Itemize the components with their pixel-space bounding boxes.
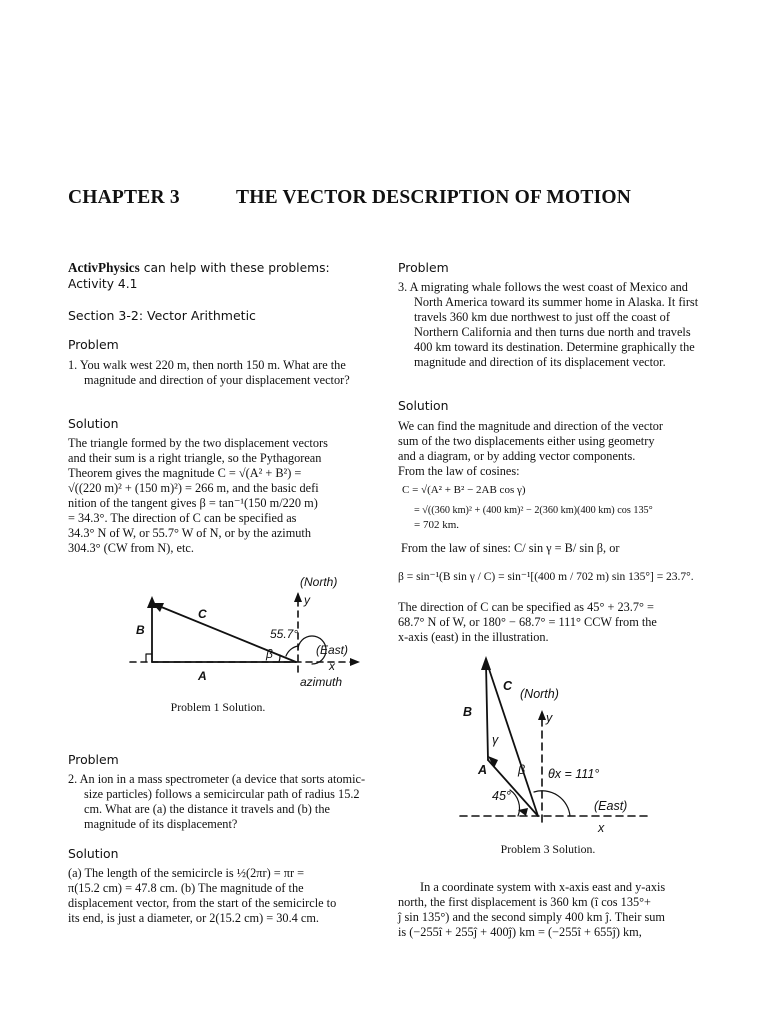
solution1-line: and their sum is a right triangle, so the Pythagorean: [68, 451, 322, 465]
y-arrowhead: [294, 592, 302, 602]
fig1-north-label: (North): [300, 575, 338, 589]
fig1-caption: Problem 1 Solution.: [170, 700, 266, 714]
solution2-line: (a) The length of the semicircle is ½(2πr) = πr =: [68, 866, 305, 880]
solution1-line: Theorem gives the magnitude C = √(A² + B²) =: [68, 466, 302, 480]
equation-cosines-values: = √((360 km)² + (400 km)² − 2(360 km)(400 km) cos 135°: [414, 505, 653, 516]
solution2-text: [68, 866, 368, 926]
equation-law-of-cosines: C = √(A² + B² − 2AB cos γ): [402, 484, 526, 496]
solution2-line: π(15.2 cm) = 47.8 cm. (b) The magnitude of the: [68, 881, 304, 895]
solution3-heading: Solution: [398, 398, 449, 413]
fig3-angle45-label: 45°: [492, 789, 511, 803]
fig3-vec-b-label: B: [463, 705, 473, 719]
fig1-vec-c-label: C: [198, 607, 207, 621]
solution2-line: its end, is just a diameter, or 2(15.2 cm) = 30.4 cm.: [68, 911, 319, 925]
x-arrowhead: [350, 658, 360, 666]
coordinate-line: In a coordinate system with x-axis east and y-axis: [420, 880, 666, 894]
solution1-line: √((220 m)² + (150 m)²) = 266 m, and the basic defi: [68, 481, 319, 495]
activphysics-note: [68, 260, 330, 276]
solution1-heading: Solution: [68, 416, 119, 431]
coordinate-text: [398, 880, 700, 940]
vector-b-line: [486, 664, 488, 760]
fig3-caption: Problem 3 Solution.: [500, 842, 596, 856]
solution2-line: displacement vector, from the start of the semicircle to: [68, 896, 337, 910]
activity-label: Activity 4.1: [68, 277, 138, 291]
equation-cosines-result: = 702 km.: [414, 519, 460, 531]
direction-text: [398, 600, 700, 645]
problem3-heading: Problem: [398, 260, 449, 275]
direction-line: The direction of C can be specified as 45° + 23.7° =: [398, 600, 654, 614]
law-of-sines-intro: From the law of sines: C/ sin γ = B/ sin β, or: [401, 541, 620, 555]
coordinate-line: north, the first displacement is 360 km (î cos 135°+: [398, 895, 651, 909]
solution3-text: [398, 419, 700, 479]
coordinate-line: is (−255î + 255ĵ + 400ĵ) km = (−255î + 655ĵ) km,: [398, 925, 642, 939]
fig3-beta-label: β: [518, 763, 526, 777]
fig3-theta-label: θx = 111°: [548, 767, 600, 781]
activphysics-brand: ActivPhysics: [68, 260, 140, 275]
y-arrowhead: [538, 710, 546, 720]
problem2-heading: Problem: [68, 752, 119, 767]
problem3-text: 3. A migrating whale follows the west coast of Mexico and North America toward its summer home in Alaska. It first travels 360 km due northwest to just off the coast of Northern California and then turns due north and travels 400 km toward its destination. Determine graphically the magnitude and direction of its displacement vector.: [398, 280, 699, 369]
fig1-y-label: y: [304, 593, 310, 607]
solution1-text: [68, 436, 368, 556]
solution1-line: 304.3° (CW from N), etc.: [68, 541, 194, 555]
chapter-number: CHAPTER 3: [68, 187, 180, 208]
direction-line: 68.7° N of W, or 180° − 68.7° = 111° CCW from the: [398, 615, 657, 629]
vector-a-line: [488, 760, 538, 816]
solution3-line: From the law of cosines:: [398, 464, 520, 478]
direction-line: x-axis (east) in the illustration.: [398, 630, 549, 644]
fig3-y-label: y: [546, 711, 553, 725]
solution1-line: = 34.3°. The direction of C can be specified as: [68, 511, 297, 525]
fig1-beta-label: β: [266, 647, 273, 661]
fig3-vec-a-label: A: [478, 763, 488, 777]
equation-law-of-sines: β = sin⁻¹(B sin γ / C) = sin⁻¹[(400 m / 702 m) sin 135°] = 23.7°.: [398, 571, 694, 583]
fig1-east-label: (East): [316, 643, 349, 657]
fig1-vec-b-label: B: [136, 623, 145, 637]
fig1-azimuth-label: azimuth: [300, 675, 343, 689]
solution1-line: nition of the tangent gives β = tan⁻¹(150 m/220 m): [68, 496, 318, 510]
problem3-figure: [448, 652, 698, 832]
chapter-title: THE VECTOR DESCRIPTION OF MOTION: [236, 187, 632, 208]
solution3-line: sum of the two displacements either using geometry: [398, 434, 655, 448]
solution3-line: and a diagram, or by adding vector components.: [398, 449, 636, 463]
fig1-x-label: x: [329, 659, 335, 673]
problem2-text: 2. An ion in a mass spectrometer (a device that sorts atomic-size particles) follows a semicircular path of radius 15.2 cm. What are (a) the distance it travels and (b) the magnitude of its displacement?: [68, 772, 366, 831]
coordinate-line: ĵ sin 135°) and the second simply 400 km ĵ. Their sum: [398, 910, 666, 924]
fig3-vec-c-label: C: [503, 679, 513, 693]
section-heading: Section 3-2: Vector Arithmetic: [68, 308, 256, 323]
vector-b-arrowhead: [481, 656, 491, 670]
fig3-gamma-label: γ: [492, 733, 499, 747]
fig1-angle-label: 55.7°: [270, 627, 299, 641]
problem1-figure: [124, 572, 364, 692]
activphysics-text: can help with these problems:: [139, 261, 330, 275]
problem1-heading: Problem: [68, 337, 119, 352]
fig3-north-label: (North): [520, 687, 559, 701]
solution1-line: 34.3° N of W, or 55.7° W of N, or by the azimuth: [68, 526, 311, 540]
solution3-line: We can find the magnitude and direction of the vector: [398, 419, 664, 433]
theta-arc: [534, 791, 570, 816]
fig3-east-label: (East): [594, 799, 628, 813]
angle-arc: [286, 646, 298, 656]
problem1-text: 1. You walk west 220 m, then north 150 m. What are the magnitude and direction of your displacement vector?: [68, 358, 350, 387]
solution1-line: The triangle formed by the two displacement vectors: [68, 436, 328, 450]
solution2-heading: Solution: [68, 846, 119, 861]
fig1-vec-a-label: A: [198, 669, 207, 683]
fig3-x-label: x: [598, 821, 605, 832]
